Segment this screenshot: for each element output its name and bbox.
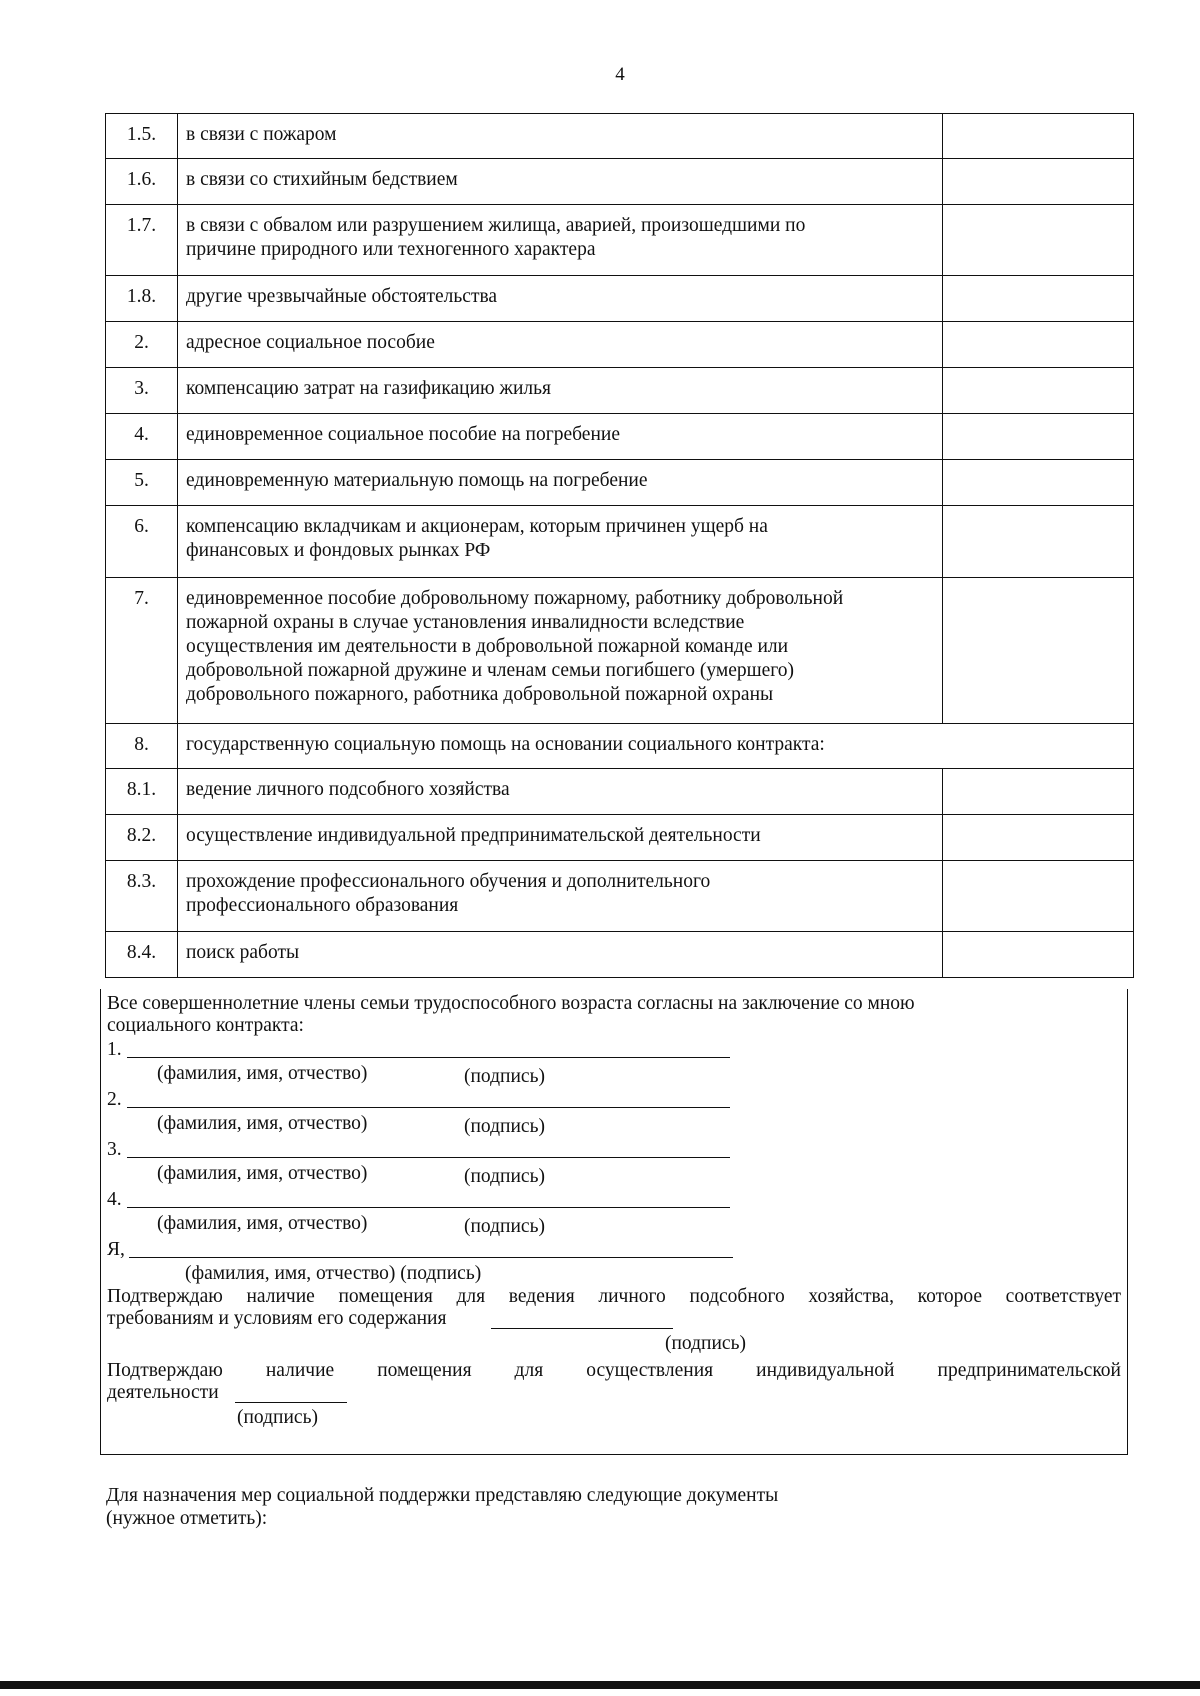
row-number: 8.4.: [106, 932, 178, 978]
row-number: 8.1.: [106, 769, 178, 815]
row-description: [178, 506, 943, 578]
row-mark-cell[interactable]: [943, 861, 1134, 932]
row-description-line: прохождение профессионального обучения и дополнительного: [186, 871, 711, 892]
member-signature-line[interactable]: [127, 1207, 730, 1208]
member-signature-line[interactable]: [127, 1107, 730, 1108]
confirm-business-sign-caption: (подпись): [237, 1407, 318, 1428]
row-description-line: в связи с обвалом или разрушением жилища, аварией, произошедшими по: [186, 215, 806, 236]
row-description-line: добровольного пожарного, работника добровольной пожарной охраны: [186, 684, 774, 705]
row-description-line: единовременное пособие добровольному пожарному, работнику добровольной: [186, 588, 844, 609]
member-number: 3.: [107, 1139, 122, 1160]
row-description-line: компенсацию вкладчикам и акционерам, которым причинен ущерб на: [186, 516, 768, 537]
table-row: [106, 724, 1134, 769]
confirm-household-line1: Подтверждаю наличие помещения для ведения личного подсобного хозяйства, которое соответствует: [107, 1286, 1121, 1307]
row-mark-cell[interactable]: [943, 205, 1134, 276]
row-mark-cell[interactable]: [943, 159, 1134, 205]
table-row: [106, 861, 1134, 932]
member-fio-caption: (фамилия, имя, отчество): [157, 1113, 368, 1134]
table-row: [106, 460, 1134, 506]
row-description-line: единовременное социальное пособие на погребение: [186, 424, 620, 445]
row-description: [178, 159, 943, 205]
member-number: 4.: [107, 1189, 122, 1210]
row-description-line: адресное социальное пособие: [186, 332, 435, 353]
table-row: [106, 932, 1134, 978]
footer-note: [106, 1484, 778, 1530]
row-number: 1.6.: [106, 159, 178, 205]
row-mark-cell[interactable]: [943, 114, 1134, 159]
table-row: [106, 506, 1134, 578]
table-row: [106, 769, 1134, 815]
member-sign-caption: (подпись): [464, 1166, 545, 1187]
row-description-line: пожарной охраны в случае установления инвалидности вследствие: [186, 612, 745, 633]
row-description: [178, 205, 943, 276]
row-description: [178, 322, 943, 368]
self-prefix: Я,: [107, 1239, 125, 1260]
row-mark-cell[interactable]: [943, 932, 1134, 978]
self-signature-line[interactable]: [129, 1257, 733, 1258]
table-row: [106, 276, 1134, 322]
row-mark-cell[interactable]: [943, 815, 1134, 861]
row-description: [178, 414, 943, 460]
row-description: [178, 815, 943, 861]
member-sign-caption: (подпись): [464, 1116, 545, 1137]
row-description: [178, 368, 943, 414]
table-row: [106, 815, 1134, 861]
row-description-line: другие чрезвычайные обстоятельства: [186, 286, 498, 307]
row-number: 8.: [106, 724, 178, 769]
consent-intro-line1: Все совершеннолетние члены семьи трудоспособного возраста согласны на заключение со мною: [107, 993, 915, 1014]
table-row: [106, 414, 1134, 460]
row-mark-cell[interactable]: [943, 276, 1134, 322]
confirm-business-signature-line[interactable]: [235, 1402, 347, 1403]
consent-block: [100, 989, 1128, 1455]
row-description-line: в связи со стихийным бедствием: [186, 169, 458, 190]
row-number: 8.3.: [106, 861, 178, 932]
row-description-line: осуществление индивидуальной предпринимательской деятельности: [186, 825, 761, 846]
row-number: 6.: [106, 506, 178, 578]
member-fio-caption: (фамилия, имя, отчество): [157, 1063, 368, 1084]
confirm-business-line2: деятельности: [107, 1382, 219, 1403]
table-row: [106, 578, 1134, 724]
confirm-household-line2: требованиям и условиям его содержания: [107, 1308, 447, 1329]
footer-line2: (нужное отметить):: [106, 1508, 268, 1529]
row-mark-cell[interactable]: [943, 322, 1134, 368]
table-row: [106, 322, 1134, 368]
row-description: [178, 769, 943, 815]
member-sign-caption: (подпись): [464, 1066, 545, 1087]
member-fio-caption: (фамилия, имя, отчество): [157, 1163, 368, 1184]
confirm-business-line1: Подтверждаю наличие помещения для осуществления индивидуальной предпринимательской: [107, 1360, 1121, 1381]
row-description-line: государственную социальную помощь на основании социального контракта:: [186, 734, 825, 755]
row-description: [178, 578, 943, 724]
row-mark-cell[interactable]: [943, 506, 1134, 578]
member-fio-caption: (фамилия, имя, отчество): [157, 1213, 368, 1234]
row-number: 2.: [106, 322, 178, 368]
table-row: [106, 114, 1134, 159]
row-mark-cell[interactable]: [943, 578, 1134, 724]
row-number: 4.: [106, 414, 178, 460]
row-number: 8.2.: [106, 815, 178, 861]
row-mark-cell[interactable]: [943, 414, 1134, 460]
row-number: 1.8.: [106, 276, 178, 322]
row-description: [178, 460, 943, 506]
self-caption: (фамилия, имя, отчество) (подпись): [185, 1263, 482, 1284]
page-number: 4: [615, 64, 625, 85]
table-row: [106, 205, 1134, 276]
benefits-table: [105, 113, 1134, 978]
row-description-line: поиск работы: [186, 942, 300, 963]
row-description-line: в связи с пожаром: [186, 124, 337, 145]
confirm-household-signature-line[interactable]: [491, 1328, 673, 1329]
row-description-line: профессионального образования: [186, 895, 459, 916]
table-row: [106, 159, 1134, 205]
row-number: 1.5.: [106, 114, 178, 159]
row-description: [178, 724, 1134, 769]
row-description-line: единовременную материальную помощь на погребение: [186, 470, 648, 491]
row-description: [178, 276, 943, 322]
row-description: [178, 114, 943, 159]
footer-line1: Для назначения мер социальной поддержки представляю следующие документы: [106, 1485, 779, 1506]
row-description-line: финансовых и фондовых рынках РФ: [186, 540, 491, 561]
consent-intro-line2: социального контракта:: [107, 1015, 304, 1036]
row-description-line: компенсацию затрат на газификацию жилья: [186, 378, 551, 399]
row-number: 7.: [106, 578, 178, 724]
row-description-line: ведение личного подсобного хозяйства: [186, 779, 510, 800]
row-description: [178, 861, 943, 932]
row-description-line: осуществления им деятельности в добровольной пожарной команде или: [186, 636, 789, 657]
row-mark-cell[interactable]: [943, 368, 1134, 414]
row-number: 5.: [106, 460, 178, 506]
row-description-line: причине природного или техногенного характера: [186, 239, 596, 260]
row-number: 1.7.: [106, 205, 178, 276]
row-number: 3.: [106, 368, 178, 414]
member-number: 1.: [107, 1039, 122, 1060]
scan-edge: [0, 1681, 1200, 1689]
row-description: [178, 932, 943, 978]
member-signature-line[interactable]: [127, 1057, 730, 1058]
table-row: [106, 368, 1134, 414]
row-description-line: добровольной пожарной дружине и членам семьи погибшего (умершего): [186, 660, 795, 681]
member-number: 2.: [107, 1089, 122, 1110]
member-signature-line[interactable]: [127, 1157, 730, 1158]
member-sign-caption: (подпись): [464, 1216, 545, 1237]
row-mark-cell[interactable]: [943, 460, 1134, 506]
confirm-household-sign-caption: (подпись): [665, 1333, 746, 1354]
row-mark-cell[interactable]: [943, 769, 1134, 815]
